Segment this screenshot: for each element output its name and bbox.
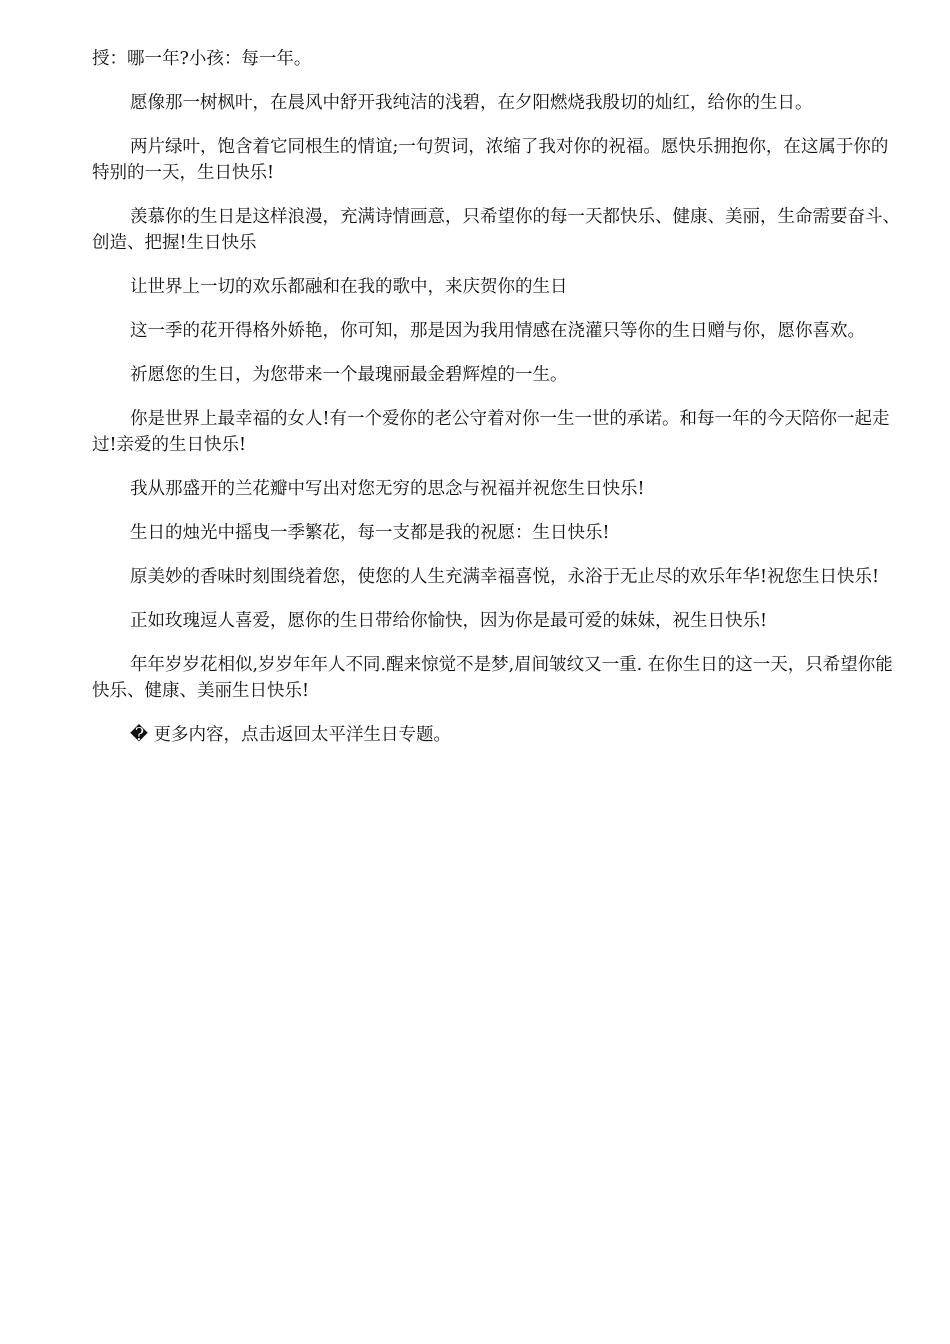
paragraph-5: 让世界上一切的欢乐都融和在我的歌中，来庆贺你的生日 bbox=[130, 277, 568, 297]
paragraph-8: 你是世界上最幸福的女人!有一个爱你的老公守着对你一生一世的承诺。和每一年的今天陪你一起走过!亲爱的生日快乐! bbox=[92, 409, 890, 455]
paragraph-10: 生日的烛光中摇曳一季繁花，每一支都是我的祝愿：生日快乐! bbox=[130, 523, 610, 543]
paragraph-6: 这一季的花开得格外娇艳，你可知，那是因为我用情感在浇灌只等你的生日赠与你，愿你喜欢。 bbox=[130, 321, 865, 341]
paragraph-2: 愿像那一树枫叶，在晨风中舒开我纯洁的浅碧，在夕阳燃烧我殷切的灿红，给你的生日。 bbox=[130, 93, 813, 113]
more-content-link[interactable]: � 更多内容，点击返回太平洋生日专题。 bbox=[130, 725, 452, 745]
document-body bbox=[92, 46, 904, 766]
paragraph-9: 我从那盛开的兰花瓣中写出对您无穷的思念与祝福并祝您生日快乐! bbox=[130, 479, 645, 499]
paragraph-11: 原美妙的香味时刻围绕着您，使您的人生充满幸福喜悦，永浴于无止尽的欢乐年华!祝您生日快乐! bbox=[130, 567, 880, 587]
paragraph-12: 正如玫瑰逗人喜爱，愿你的生日带给你愉快，因为你是最可爱的妹妹，祝生日快乐! bbox=[130, 611, 768, 631]
paragraph-4: 羡慕你的生日是这样浪漫，充满诗情画意，只希望你的每一天都快乐、健康、美丽，生命需要奋斗、创造、把握!生日快乐 bbox=[92, 207, 900, 253]
paragraph-7: 祈愿您的生日，为您带来一个最瑰丽最金碧辉煌的一生。 bbox=[130, 365, 568, 385]
paragraph-1: 授：哪一年?小孩：每一年。 bbox=[92, 49, 312, 69]
paragraph-3: 两片绿叶，饱含着它同根生的情谊;一句贺词，浓缩了我对你的祝福。愿快乐拥抱你，在这属于你的特别的一天，生日快乐! bbox=[92, 137, 889, 183]
paragraph-13: 年年岁岁花相似,岁岁年年人不同.醒来惊觉不是梦,眉间皱纹又一重. 在你生日的这一天，只希望你能快乐、健康、美丽生日快乐! bbox=[92, 655, 893, 701]
